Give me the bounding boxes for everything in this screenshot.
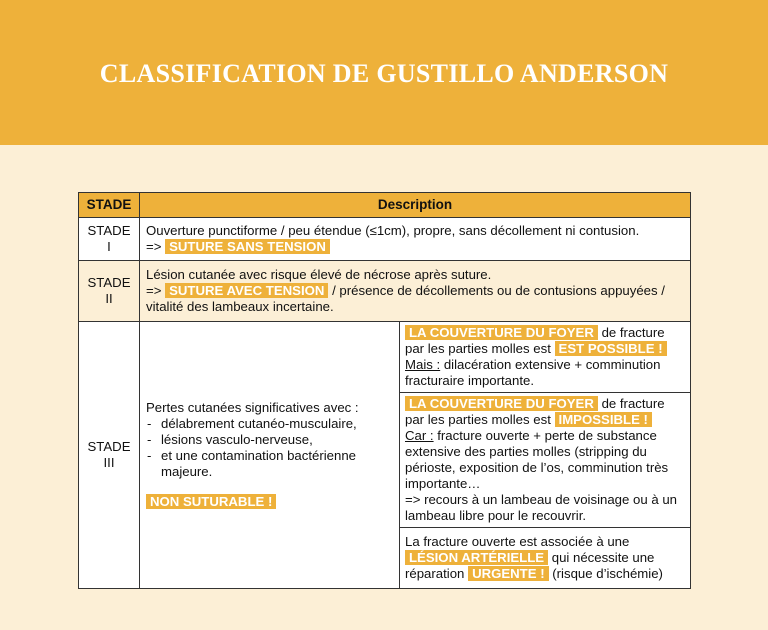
table-row bbox=[79, 261, 691, 322]
column-header-stade: STADE bbox=[79, 193, 140, 218]
description-cell bbox=[140, 261, 691, 322]
subtype-text: => recours à un lambeau de voisinage ou à un lambeau libre pour le recouvrir. bbox=[405, 492, 677, 523]
highlight-badge: URGENTE ! bbox=[468, 566, 549, 581]
description-text: Ouverture punctiforme / peu étendue (≤1cm), propre, sans décollement ni contusion. bbox=[146, 223, 640, 238]
subtype-text: La fracture ouverte est associée à une bbox=[405, 534, 630, 549]
arrow-text: => bbox=[146, 239, 162, 254]
description-cell bbox=[140, 322, 400, 589]
stade-label: STADE bbox=[87, 223, 131, 238]
stade-cell bbox=[79, 218, 140, 261]
page-title: CLASSIFICATION DE GUSTILLO ANDERSON bbox=[99, 58, 669, 88]
table-row bbox=[79, 322, 691, 393]
highlight-badge: LA COUVERTURE DU FOYER bbox=[405, 325, 598, 340]
column-header-description: Description bbox=[140, 193, 691, 218]
stade-cell bbox=[79, 261, 140, 322]
subtype-label: Mais : bbox=[405, 357, 441, 372]
description-continuation: / présence de décollements ou de contusions appuyées / vitalité des lambeaux incertaine. bbox=[146, 283, 665, 314]
subtype-text: (risque d’ischémie) bbox=[552, 566, 663, 581]
stade-label: STADE bbox=[87, 275, 131, 290]
highlight-badge: SUTURE AVEC TENSION bbox=[165, 283, 328, 298]
description-cell bbox=[140, 218, 691, 261]
stade-cell bbox=[79, 322, 140, 589]
subtype-cell-a bbox=[400, 322, 691, 393]
highlight-badge: LA COUVERTURE DU FOYER bbox=[405, 396, 598, 411]
classification-table bbox=[78, 192, 691, 589]
subtype-text: fracture ouverte + perte de substance extensive des parties molles (stripping du périoste, exposition de l’os, comminution très importante… bbox=[405, 428, 669, 491]
list-item: - et une contamination bactérienne majeure. bbox=[146, 448, 393, 480]
table-row bbox=[79, 218, 691, 261]
highlight-badge: SUTURE SANS TENSION bbox=[165, 239, 330, 254]
subtype-text: dilacération extensive + comminution fracturaire importante. bbox=[405, 357, 661, 388]
highlight-badge: NON SUTURABLE ! bbox=[146, 494, 276, 509]
stade-number: II bbox=[105, 291, 113, 306]
subtype-cell-b bbox=[400, 393, 691, 528]
table-header-row bbox=[79, 193, 691, 218]
subtype-text: de fracture par les parties molles est bbox=[405, 396, 665, 427]
list-item: - lésions vasculo-nerveuse, bbox=[146, 432, 393, 448]
description-intro: Pertes cutanées significatives avec : bbox=[146, 400, 359, 415]
highlight-badge: IMPOSSIBLE ! bbox=[555, 412, 652, 427]
criteria-list bbox=[146, 416, 393, 480]
highlight-badge: LÉSION ARTÉRIELLE bbox=[405, 550, 548, 565]
stade-number: I bbox=[107, 239, 111, 254]
header-banner bbox=[0, 0, 768, 145]
stade-label: STADE bbox=[87, 439, 131, 454]
subtype-text: qui nécessite une réparation bbox=[405, 550, 655, 581]
description-text: Lésion cutanée avec risque élevé de nécrose après suture. bbox=[146, 267, 492, 282]
stade-number: III bbox=[103, 455, 115, 470]
list-item: - délabrement cutanéo-musculaire, bbox=[146, 416, 393, 432]
subtype-label: Car : bbox=[405, 428, 434, 443]
arrow-text: => bbox=[146, 283, 162, 298]
subtype-cell-c bbox=[400, 528, 691, 589]
highlight-badge: EST POSSIBLE ! bbox=[555, 341, 667, 356]
subtype-text: de fracture par les parties molles est bbox=[405, 325, 665, 356]
